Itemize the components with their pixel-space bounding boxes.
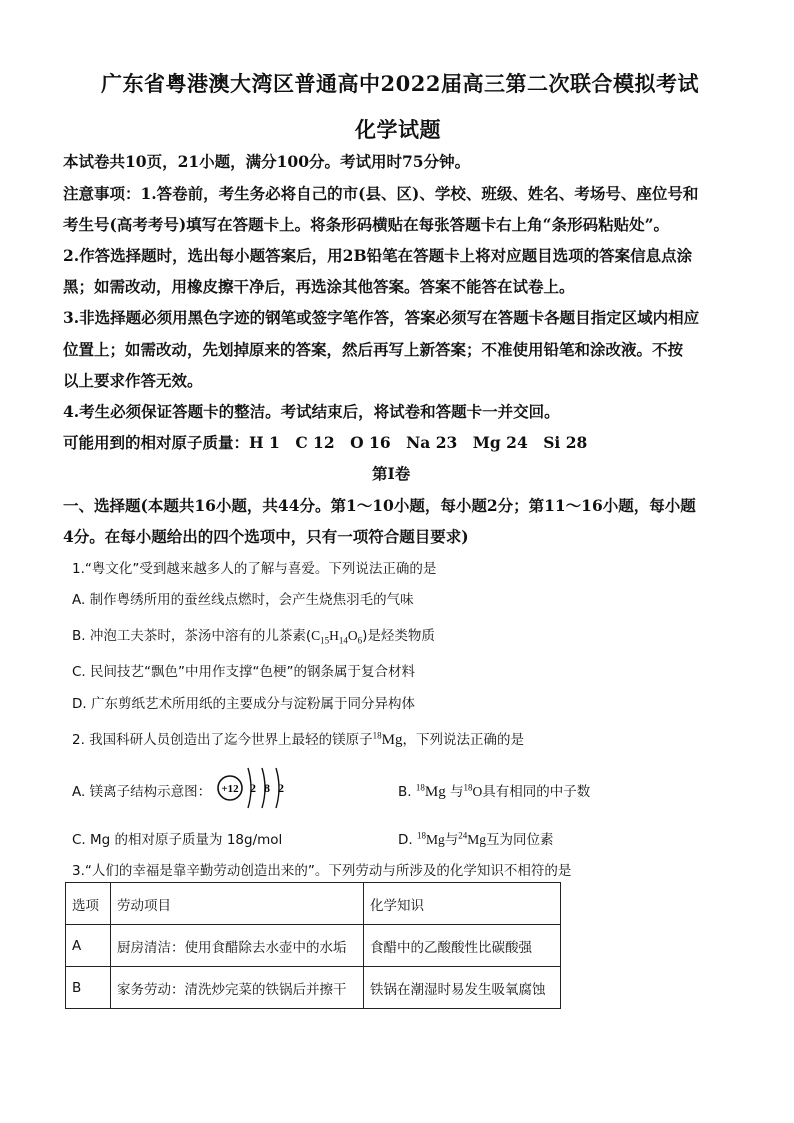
table-header-cell: 劳动项目 [111, 883, 364, 925]
volume-label: 第Ⅰ卷 [372, 464, 411, 483]
instruction-line: 位置上；如需改动，先划掉原来的答案，然后再写上新答案；不准使用铅笔和涂改液。不按 [63, 340, 684, 359]
formula-h-sub: 14 [338, 635, 348, 646]
q2-stem-suffix: ，下列说法正确的是 [402, 732, 525, 748]
instruction-line: 黑；如需改动，用橡皮擦干净后，再选涂其他答案。答案不能答在试卷上。 [63, 277, 575, 296]
exam-title: 广东省粤港澳大湾区普通高中2022届高三第二次联合模拟考试 [101, 71, 699, 96]
table-cell-knowledge: 铁锅在潮湿时易发生吸氧腐蚀 [364, 967, 561, 1009]
element-symbol: Mg [424, 784, 446, 800]
instruction-line: 本试卷共10页，21小题，满分100分。考试用时75分钟。 [63, 152, 471, 171]
instruction-line: 以上要求作答无效。 [63, 371, 203, 390]
mass-number: 18 [372, 730, 382, 741]
magnesium-ion-structure-diagram [214, 760, 294, 816]
mass-number: 24 [458, 830, 468, 841]
q1-option-a: A. 制作粤绣所用的蚕丝线点燃时，会产生烧焦羽毛的气味 [72, 592, 414, 608]
shell-electrons-1: 2 [250, 781, 256, 795]
table-cell-labor: 厨房清洁：使用食醋除去水壶中的水垢 [111, 925, 364, 967]
section-heading: 一、选择题(本题共16小题，共44分。第1～10小题，每小题2分；第11～16小题，每小题 [63, 496, 696, 515]
formula-o: O [347, 628, 358, 643]
table-header-cell: 化学知识 [364, 883, 561, 925]
element-symbol: Mg [425, 832, 445, 847]
option-label: C. [72, 832, 86, 848]
instruction-line: 2.作答选择题时，选出每小题答案后，用2B铅笔在答题卡上将对应题目选项的答案信息点涂 [63, 246, 693, 265]
q2-stem-prefix: 2. 我国科研人员创造出了迄今世界上最轻的镁原子 [72, 732, 373, 748]
table-cell-labor: 家务劳动：清洗炒完菜的铁锅后并擦干 [111, 967, 364, 1009]
instruction-line: 4.考生必须保证答题卡的整洁。考试结束后，将试卷和答题卡一并交回。 [63, 402, 560, 421]
instruction-line: 3.非选择题必须用黑色字迹的钢笔或签字笔作答，答案必须写在答题卡各题目指定区域内相应 [63, 308, 700, 327]
atomic-mass-line: 可能用到的相对原子质量：H 1 C 12 O 16 Na 23 Mg 24 Si 28 [63, 433, 588, 452]
table-row [66, 967, 561, 1009]
table-cell-knowledge: 食醋中的乙酸酸性比碳酸强 [364, 925, 561, 967]
formula-o-sub: 6 [357, 635, 363, 646]
instruction-line: 注意事项：1.答卷前，考生务必将自己的市(县、区)、学校、班级、姓名、考场号、座位号和 [63, 184, 699, 203]
q1-option-d: D. 广东剪纸艺术所用纸的主要成分与淀粉属于同分异构体 [72, 696, 415, 712]
formula-c: C [311, 628, 321, 643]
connector-text: 与 [444, 832, 459, 848]
shell-electrons-3: 2 [278, 781, 284, 795]
q2-option-a-label: A. 镁离子结构示意图： [72, 784, 212, 800]
mass-number: 18 [463, 782, 473, 793]
instruction-line: 考生号(高考考号)填写在答题卡上。将条形码横贴在每张答题卡右上角“条形码粘贴处”。 [63, 215, 670, 234]
element-symbol: Mg [467, 832, 487, 847]
table-cell-option: B [66, 967, 111, 1009]
q2-b-suffix: 具有相同的中子数 [482, 784, 591, 800]
q2-option-c [72, 828, 282, 848]
mass-number: 18 [416, 830, 426, 841]
shell-electrons-2: 8 [264, 781, 270, 795]
exam-subtitle: 化学试题 [355, 117, 441, 142]
q2-d-suffix: 互为同位素 [486, 832, 554, 848]
q1-option-c: C. 民间技艺“飘色”中用作支撑“色梗”的钢条属于复合材料 [72, 664, 415, 680]
q3-stem: 3.“人们的幸福是靠辛勤劳动创造出来的”。下列劳动与所涉及的化学知识不相符的是 [72, 863, 572, 879]
q1-b-suffix: )是烃类物质 [362, 628, 435, 644]
connector-text: 与 [450, 784, 464, 800]
formula-h: H [329, 628, 339, 643]
element-symbol: Mg [381, 732, 403, 748]
section-heading: 4分。在每小题给出的四个选项中，只有一项符合题目要求) [63, 527, 469, 546]
table-cell-option: A [66, 925, 111, 967]
nucleus-charge: +12 [221, 783, 239, 795]
mass-number: 18 [415, 782, 425, 793]
table-header-row [66, 883, 561, 925]
option-label: D. [398, 832, 413, 848]
q2-option-b [398, 780, 590, 801]
q2-c-text: Mg 的相对原子质量为 18g/mol [90, 832, 283, 848]
q2-stem [72, 728, 524, 749]
element-symbol: O [472, 784, 483, 799]
table-header-cell: 选项 [66, 883, 111, 925]
option-label: B. [398, 784, 412, 800]
q1-b-prefix: B. 冲泡工夫茶时，茶汤中溶有的儿茶素( [72, 628, 312, 644]
q3-table [65, 882, 561, 1009]
formula-c-sub: 15 [320, 635, 330, 646]
q1-stem: 1.“粤文化”受到越来越多人的了解与喜爱。下列说法正确的是 [72, 561, 437, 577]
table-row [66, 925, 561, 967]
q2-option-d [398, 828, 554, 848]
q1-option-b [72, 624, 435, 646]
